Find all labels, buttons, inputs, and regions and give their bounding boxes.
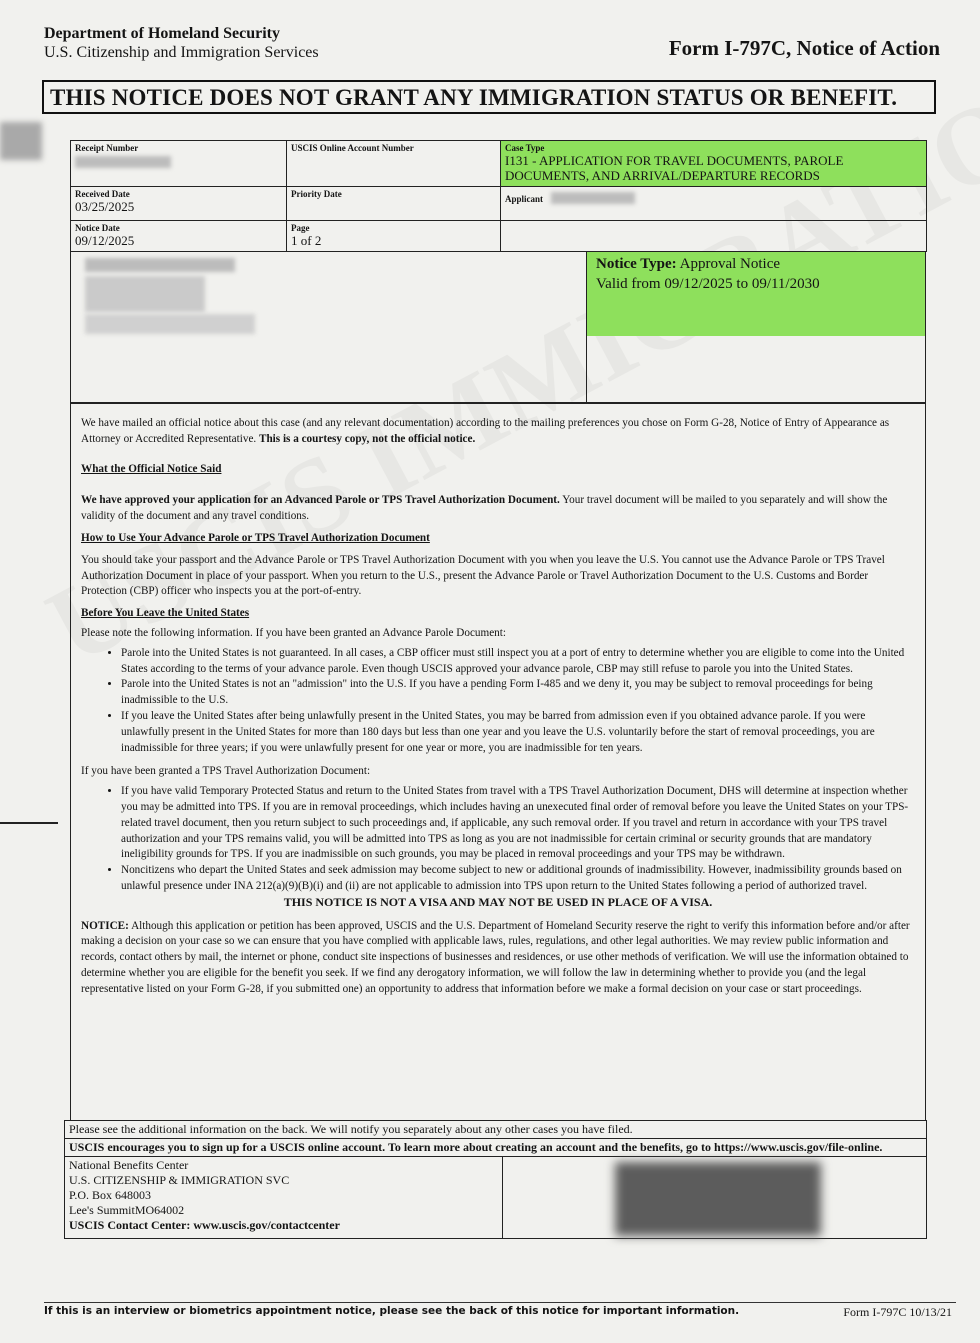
page-cell xyxy=(287,221,501,252)
usage-paragraph: You should take your passport and the Advance Parole or TPS Travel Authorization Document with you when you leave the U.S. You cannot use the Advance Parole or TPS Travel Authorization Document in place of your passport. When you return to the U.S., present the Advance Parole or Travel Authorization Document to the U.S. Customs and Border Protection (CBP) officer who inspects you at the port-of-entry. xyxy=(81,553,885,598)
form-revision-code: Form I-797C 10/13/21 xyxy=(843,1305,952,1319)
redacted-address-line xyxy=(85,258,235,272)
received-date-cell xyxy=(71,187,287,221)
agency-name: Department of Homeland Security xyxy=(44,25,280,42)
notice-date-value: 09/12/2025 xyxy=(75,233,135,248)
account-number-label: USCIS Online Account Number xyxy=(291,143,414,153)
margin-line xyxy=(0,822,58,824)
priority-date-cell xyxy=(287,187,501,221)
applicant-cell xyxy=(501,187,927,221)
visa-warning: THIS NOTICE IS NOT A VISA AND MAY NOT BE USED IN PLACE OF A VISA. xyxy=(283,894,713,909)
status-banner: THIS NOTICE DOES NOT GRANT ANY IMMIGRATION STATUS OR BENEFIT. xyxy=(42,80,936,114)
footer-table xyxy=(64,1120,927,1239)
notice-date-label: Notice Date xyxy=(75,223,120,233)
list-item: • If you leave the United States after being unlawfully present in the United States, you may be barred from admission even if you obtained advance parole. If you were unlawfully present in the United States for more than 180 days but less than one year and you leave the U.S. voluntarily before the start of removal proceedings, you are inadmissible for three years; if you were unlawfully present for one year or more, you are inadmissible for ten years. xyxy=(121,709,915,756)
notice-date-cell xyxy=(71,221,287,252)
case-type-cell xyxy=(501,141,927,187)
form-title: Form I-797C, Notice of Action xyxy=(668,36,940,60)
list-item: • If you have valid Temporary Protected Status and return to the United States from travel with a TPS Travel Authorization Document, DHS will determine at inspection whether you may be admitted into TPS. If you are in removal proceedings, which includes having an unexecuted final order of removal before you leave the United States on your TPS-related travel document, then you return subject to such proceedings and, if applicable, any such removal order. If you travel and return in accordance with your TPS travel authorization and your TPS remains valid, you will be admitted into TPS as long as you are not inadmissible for certain criminal or security grounds that are mandatory ineligibility grounds for TPS. If you are inadmissible on such grounds, you may be placed in removal proceedings and your TPS may be withdrawn. xyxy=(121,784,915,863)
section-heading-before-you-leave: Before You Leave the United States xyxy=(81,607,250,620)
barcode-cell xyxy=(503,1157,927,1239)
advance-parole-intro: Please note the following information. If you have been granted an Advance Parole Document: xyxy=(81,626,506,639)
redacted-margin-mark xyxy=(0,122,42,160)
notice-type-label: Notice Type: xyxy=(596,256,677,272)
case-info-table xyxy=(70,140,927,252)
redacted-applicant-name xyxy=(551,192,635,204)
address-section xyxy=(70,251,926,403)
agency-header xyxy=(44,24,319,62)
priority-date-label: Priority Date xyxy=(291,189,342,199)
return-address-cell xyxy=(65,1157,503,1239)
redacted-receipt-number xyxy=(75,156,171,168)
validity-period: Valid from 09/12/2025 to 09/11/2030 xyxy=(596,276,820,292)
return-address-line: U.S. CITIZENSHIP & IMMIGRATION SVC xyxy=(69,1173,290,1187)
notice-type-box xyxy=(587,252,925,336)
applicant-label: Applicant xyxy=(505,194,544,204)
online-account-row: USCIS encourages you to sign up for a USCIS online account. To learn more about creating an account and the benefits, go to https://www.uscis.gov/file-online. xyxy=(65,1139,927,1157)
approval-paragraph: We have approved your application for an Advanced Parole or TPS Travel Authorization Document. Your travel document will be mailed to you separately and will show the validity of the document and any travel conditions. xyxy=(81,494,888,523)
redacted-barcode xyxy=(615,1162,821,1236)
footer-divider xyxy=(44,1302,956,1303)
mailing-address-box xyxy=(71,252,587,402)
redacted-address-line xyxy=(85,276,205,312)
page-label: Page xyxy=(291,223,310,233)
case-type-label: Case Type xyxy=(505,143,545,153)
notice-type-value: Approval Notice xyxy=(679,256,781,272)
list-item: • Noncitizens who depart the United States and seek admission may become subject to new or additional grounds of inadmissibility. However, inadmissibility grounds based on unlawful presence under INA 212(a)(9)(B)(i) and (ii) are not applicable to admission into TPS upon return to the United States following a period of authorized travel. xyxy=(121,863,915,895)
section-heading-how-to-use: How to Use Your Advance Parole or TPS Travel Authorization Document xyxy=(81,531,430,544)
empty-cell xyxy=(501,221,927,252)
verification-notice: NOTICE: Although this application or petition has been approved, USCIS and the U.S. Department of Homeland Security reserve the right to verify this information before and/or after making a decision on your case so we can ensure that you have complied with applicable laws, rules, regulations, and other legal authorities. We may review public information and records, contact others by mail, the internet or phone, conduct site inspections of businesses and residences, or use other methods of verification. We will use the information obtained to determine whether you are eligible for the benefit you seek. If we find any derogatory information, we will follow the law in determining whether to provide you (and the legal representative listed on your Form G-28, if you submitted one) an opportunity to address that information before we make a formal decision on your case or start proceedings. xyxy=(81,919,910,995)
contact-center-line: USCIS Contact Center: www.uscis.gov/contactcenter xyxy=(69,1218,340,1232)
additional-info-row: Please see the additional information on the back. We will notify you separately about any other cases you have filed. xyxy=(65,1121,927,1139)
case-type-value: I131 - APPLICATION FOR TRAVEL DOCUMENTS, PAROLE DOCUMENTS, AND ARRIVAL/DEPARTURE RECORDS xyxy=(505,153,844,183)
account-number-cell xyxy=(287,141,501,187)
list-item: • Parole into the United States is not guaranteed. In all cases, a CBP officer must still inspect you at a port of entry to determine whether you are eligible to come into the United States according to the terms of your advance parole. Even though USCIS approved your advance parole, CBP may still refuse to parole you into the United States. xyxy=(121,646,915,678)
advance-parole-list xyxy=(81,646,915,757)
page-value: 1 of 2 xyxy=(291,233,322,248)
receipt-number-cell xyxy=(71,141,287,187)
list-item: • Parole into the United States is not an "admission" into the U.S. If you have a pending Form I-485 and we deny it, you may be subject to removal proceedings for being inadmissible to the U.S. xyxy=(121,677,915,709)
receipt-number-label: Receipt Number xyxy=(75,143,139,153)
return-address-line: P.O. Box 648003 xyxy=(69,1188,152,1202)
notice-body xyxy=(70,403,926,1121)
return-address-line: National Benefits Center xyxy=(69,1158,189,1172)
sub-agency-name: U.S. Citizenship and Immigration Services xyxy=(44,44,319,61)
received-date-value: 03/25/2025 xyxy=(75,199,135,214)
tps-list xyxy=(81,784,915,895)
received-date-label: Received Date xyxy=(75,189,130,199)
intro-paragraph: We have mailed an official notice about this case (and any relevant documentation) according to the mailing preferences you chose on Form G-28, Notice of Entry of Appearance as Attorney or Accredited Representative. This is a courtesy copy, not the official notice. xyxy=(81,417,890,445)
return-address-line: Lee's SummitMO64002 xyxy=(69,1203,185,1217)
redacted-address-line xyxy=(85,314,255,334)
appointment-note: If this is an interview or biometrics appointment notice, please see the back of this notice for important information. xyxy=(44,1305,740,1317)
tps-intro: If you have been granted a TPS Travel Authorization Document: xyxy=(81,765,371,778)
section-heading-notice-said: What the Official Notice Said xyxy=(81,462,222,475)
